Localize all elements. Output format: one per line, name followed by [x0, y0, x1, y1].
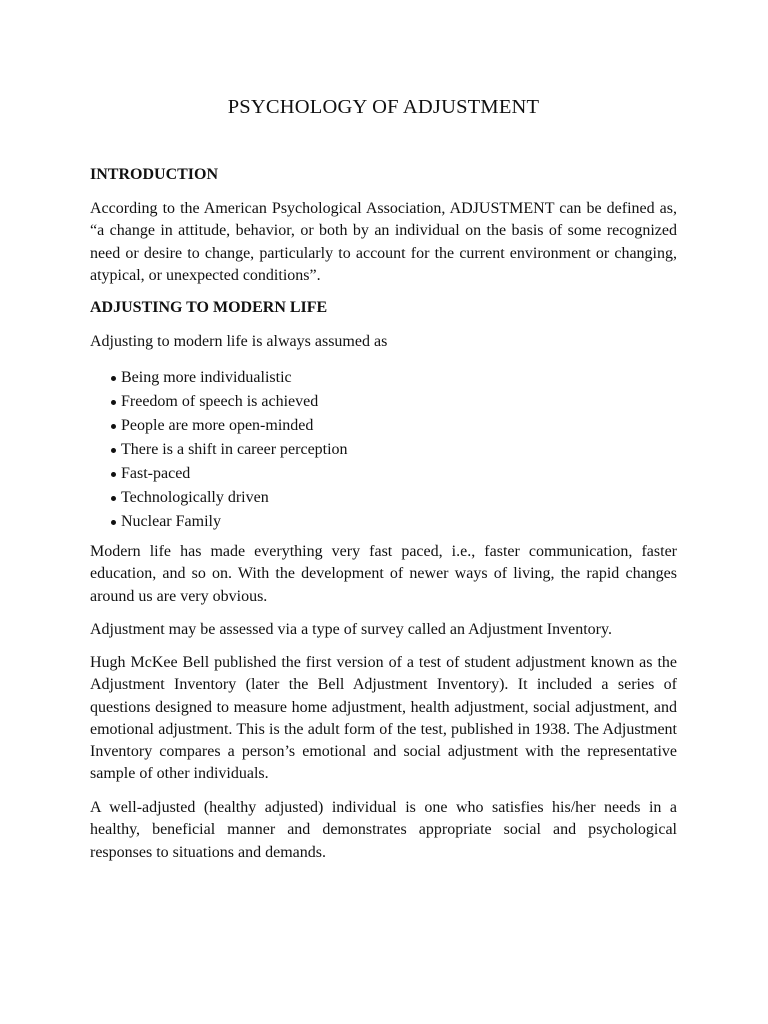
list-item-text: People are more open-minded [121, 417, 314, 434]
list-item [90, 438, 348, 462]
well-adjusted-paragraph: A well-adjusted (healthy adjusted) individual is one who satisfies his/her needs in a healthy, beneficial manner and demonstrates appropriate social and psychological responses to situations and demands. [90, 799, 677, 861]
list-item-text: Freedom of speech is achieved [121, 393, 319, 410]
list-item-text: There is a shift in career perception [121, 441, 348, 458]
list-item [90, 390, 348, 414]
list-item-text: Technologically driven [121, 489, 269, 506]
list-item [90, 462, 348, 486]
modern-life-paragraph: Modern life has made everything very fast paced, i.e., faster communication, faster education, and so on. With the development of newer ways of living, the rapid changes around us are very obvious. [90, 543, 677, 605]
list-item-text: Nuclear Family [121, 513, 221, 530]
list-item [90, 486, 348, 510]
introduction-paragraph: According to the American Psychological Association, ADJUSTMENT can be defined as, “a change in attitude, behavior, or both by an individual on the basis of some recognized need or desire to change, particularly to account for the current environment or changing, atypical, or unexpected conditions”. [90, 200, 677, 284]
bell-inventory-paragraph: Hugh McKee Bell published the first version of a test of student adjustment known as the Adjustment Inventory (later the Bell Adjustment Inventory). It included a series of questions designed to measure home adjustment, health adjustment, social adjustment, and emotional adjustment. This is the adult form of the test, published in 1938. The Adjustment Inventory compares a person’s emotional and social adjustment with the representative sample of other individuals. [90, 654, 677, 783]
section-heading-introduction: INTRODUCTION [90, 166, 219, 183]
bullet-icon [111, 400, 116, 405]
list-item [90, 366, 348, 390]
bullet-icon [111, 520, 116, 525]
adjustment-inventory-paragraph: Adjustment may be assessed via a type of survey called an Adjustment Inventory. [90, 621, 612, 638]
bullet-icon [111, 448, 116, 453]
bullet-icon [111, 496, 116, 501]
modern-life-intro: Adjusting to modern life is always assumed as [90, 333, 388, 350]
list-item [90, 414, 348, 438]
list-item-text: Being more individualistic [121, 369, 292, 386]
modern-life-bullet-list [90, 366, 348, 534]
bullet-icon [111, 424, 116, 429]
list-item [90, 510, 348, 534]
list-item-text: Fast-paced [121, 465, 191, 482]
section-heading-modern-life: ADJUSTING TO MODERN LIFE [90, 299, 328, 316]
bullet-icon [111, 376, 116, 381]
bullet-icon [111, 472, 116, 477]
document-title: PSYCHOLOGY OF ADJUSTMENT [227, 96, 540, 118]
